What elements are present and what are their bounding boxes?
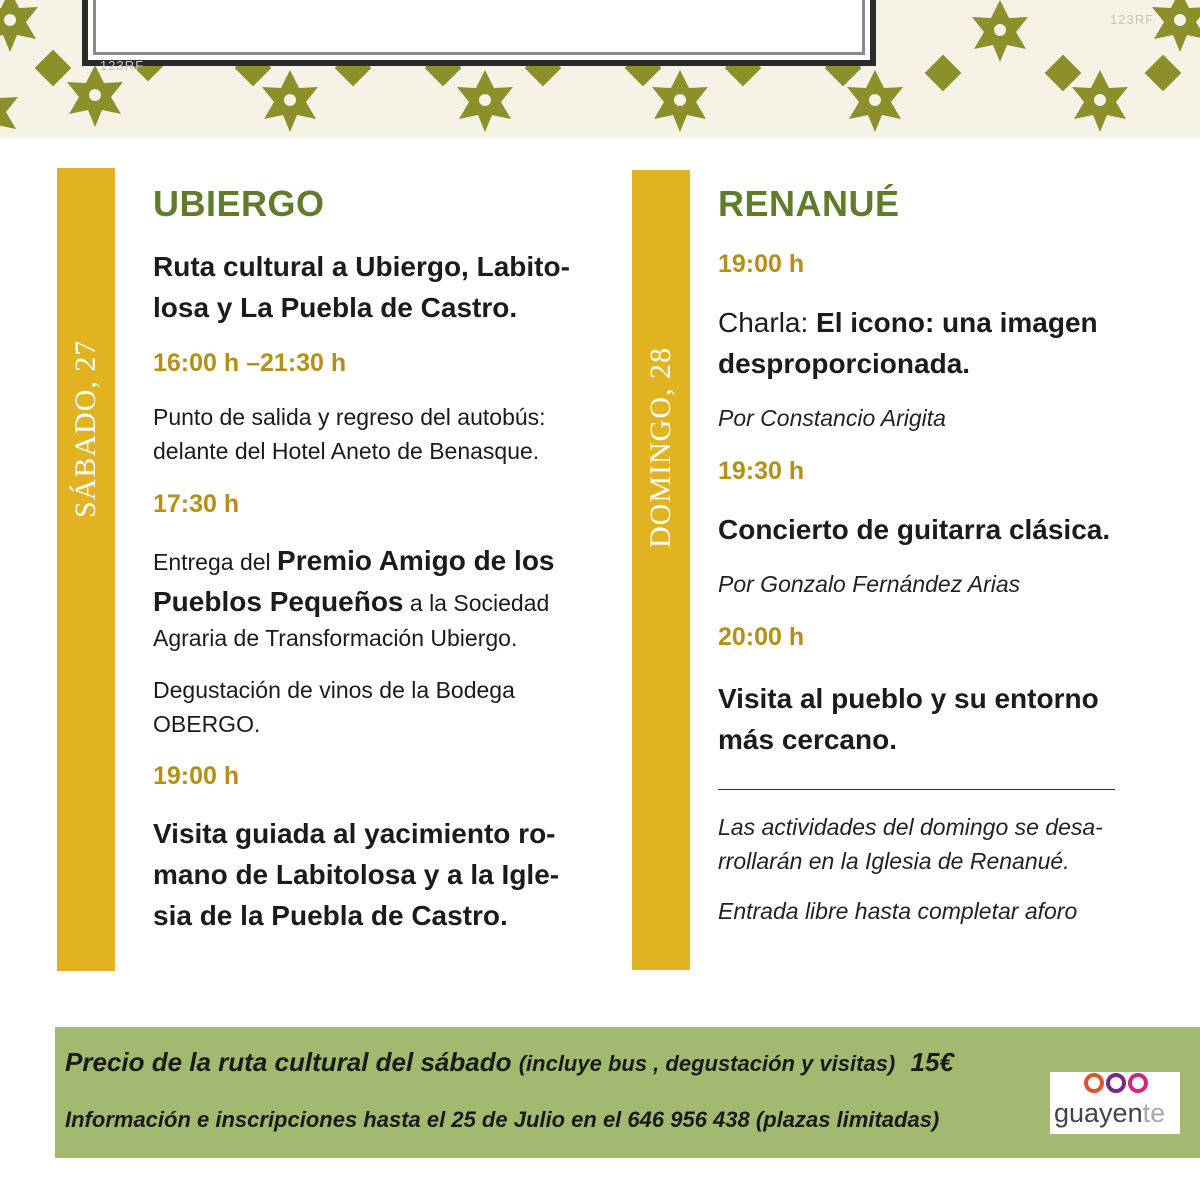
price-amount: 15€ — [910, 1047, 954, 1077]
sunday-date-label: DOMINGO, 28 — [644, 347, 677, 548]
sunday-heading: RENANUÉ — [718, 183, 900, 224]
award-suffix: a la Sociedad — [403, 590, 550, 616]
note-line-3: Entrada libre hasta completar aforo — [718, 898, 1078, 924]
saturday-title-line-2: losa y La Puebla de Castro. — [153, 292, 518, 323]
note-line-2: rrollarán en la Iglesia de Renanué. — [718, 848, 1070, 874]
price-line — [65, 1047, 954, 1078]
award-prefix: Entrega del — [153, 549, 278, 575]
sunday-time-1: 19:00 h — [718, 250, 805, 278]
price-label: Precio de la ruta cultural del sábado — [65, 1047, 512, 1077]
title-frame — [82, 0, 876, 66]
saturday-time-1: 16:00 h –21:30 h — [153, 349, 347, 377]
talk-title-1: El icono: una imagen — [816, 307, 1098, 338]
price-note: (incluye bus , degustación y visitas) — [518, 1051, 896, 1076]
departure-line-1: Punto de salida y regreso del autobús: — [153, 404, 546, 430]
tasting-line-2: OBERGO. — [153, 711, 261, 737]
watermark-text-right: 123RF — [1110, 12, 1155, 27]
saturday-date-label: SÁBADO, 27 — [69, 339, 102, 518]
concert-performer: Por Gonzalo Fernández Arias — [718, 571, 1021, 597]
award-line-3: Agraria de Transformación Ubiergo. — [153, 625, 518, 651]
award-name-line-1: Premio Amigo de los — [277, 545, 555, 576]
sunday-time-2: 19:30 h — [718, 457, 805, 485]
saturday-time-2: 17:30 h — [153, 490, 240, 518]
saturday-time-3: 19:00 h — [153, 762, 240, 790]
award-line-1 — [153, 543, 555, 580]
saturday-date-bar — [57, 168, 115, 971]
saturday-title-line-1: Ruta cultural a Ubiergo, Labito- — [153, 251, 570, 282]
divider-line — [718, 789, 1115, 790]
talk-line-2: desproporcionada. — [718, 348, 971, 379]
watermark-text: 123RF — [100, 58, 145, 73]
tasting-line-1: Degustación de vinos de la Bodega — [153, 677, 515, 703]
walk-line-2: más cercano. — [718, 724, 897, 755]
logo-text-tail: te — [1142, 1098, 1166, 1128]
sunday-date-bar — [632, 170, 690, 970]
departure-line-2: delante del Hotel Aneto de Benasque. — [153, 438, 540, 464]
price-footer — [55, 1027, 1200, 1158]
logo-wordmark — [1054, 1098, 1165, 1129]
visit-line-1: Visita guiada al yacimiento ro- — [153, 818, 556, 849]
visit-line-2: mano de Labitolosa y a la Igle- — [153, 859, 560, 890]
arabesque-pattern-banner — [0, 0, 1200, 138]
info-line: Información e inscripciones hasta el 25 de Julio en el 646 956 438 (plazas limitadas) — [65, 1107, 940, 1132]
pattern-row-bottom — [0, 65, 1128, 138]
walk-line-1: Visita al pueblo y su entorno — [718, 683, 1099, 714]
note-line-1: Las actividades del domingo se desa- — [718, 814, 1103, 840]
talk-speaker: Por Constancio Arigita — [718, 405, 946, 431]
concert-title: Concierto de guitarra clásica. — [718, 514, 1111, 545]
saturday-heading: UBIERGO — [153, 183, 325, 224]
sunday-time-3: 20:00 h — [718, 623, 805, 651]
visit-line-3: sia de la Puebla de Castro. — [153, 900, 508, 931]
award-name-line-2: Pueblos Pequeños — [153, 586, 404, 617]
award-line-2 — [153, 584, 549, 621]
logo-text-main: guayen — [1054, 1098, 1143, 1128]
talk-prefix: Charla: — [718, 307, 817, 338]
guayente-logo — [1050, 1072, 1180, 1134]
talk-line-1 — [718, 302, 1098, 343]
